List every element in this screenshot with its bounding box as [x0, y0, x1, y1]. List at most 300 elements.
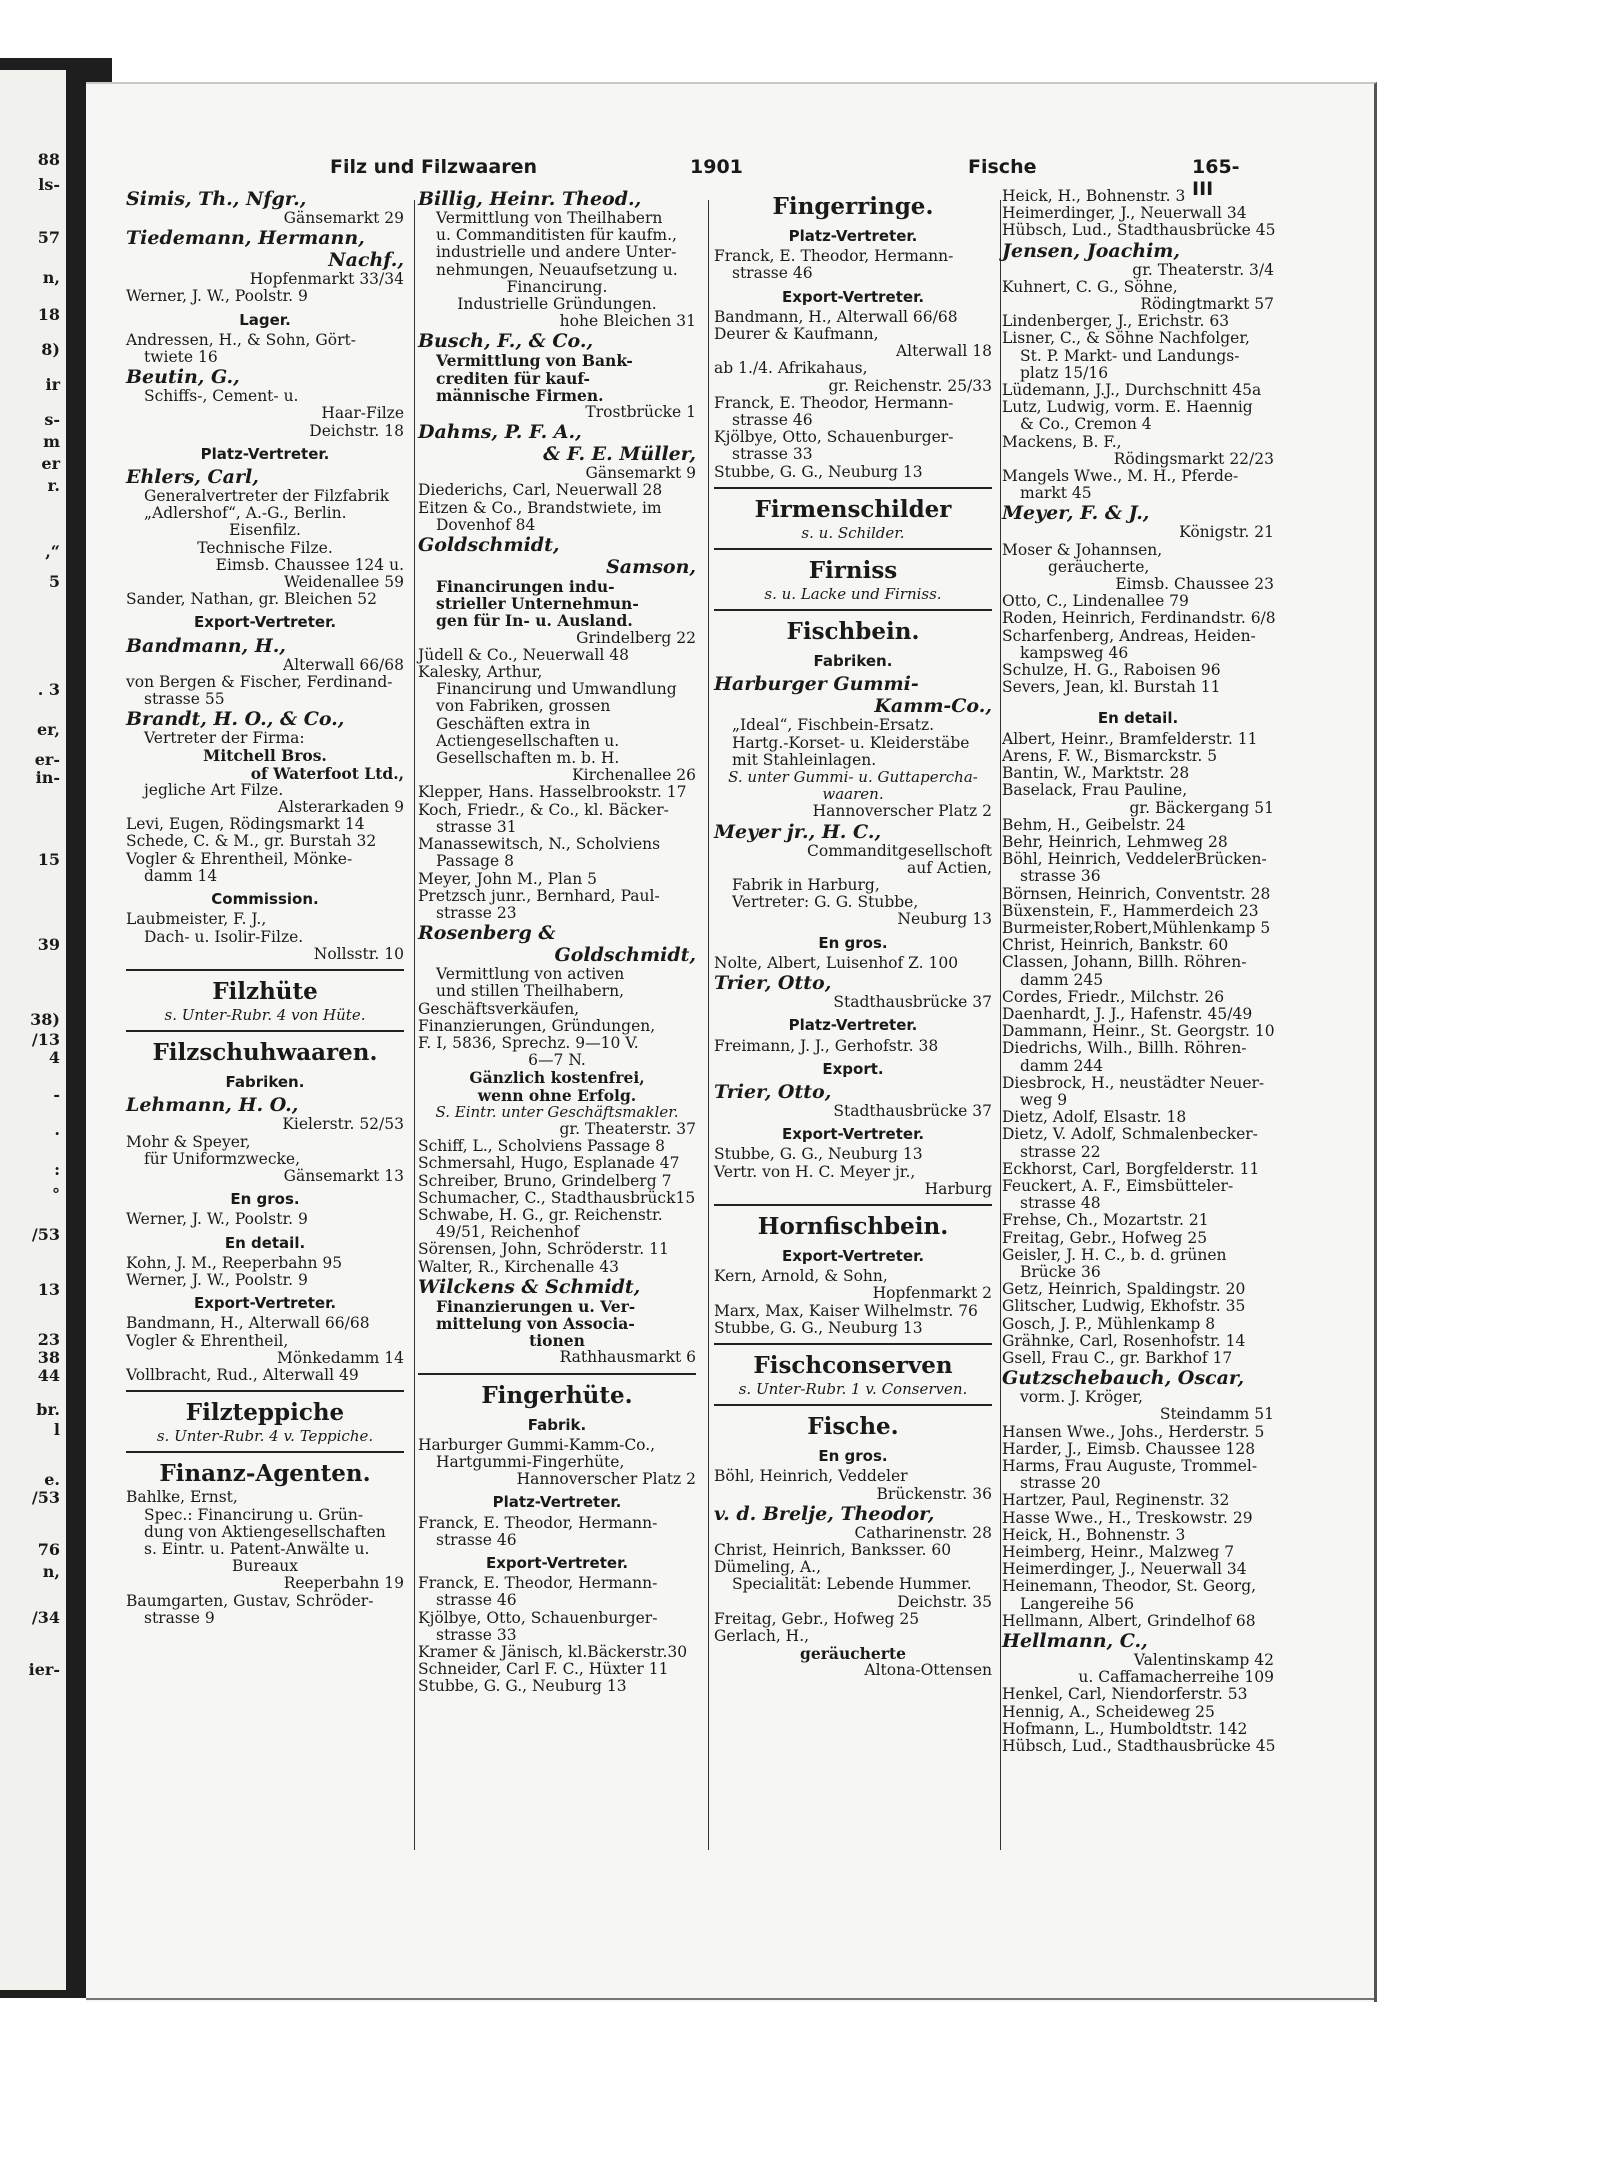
cross-reference: s. u. Lacke und Firniss.	[764, 585, 942, 604]
entry-line: Hasse Wwe., H., Treskowstr. 29	[1002, 1508, 1253, 1527]
entry-line: Hannoverscher Platz 2	[516, 1470, 696, 1489]
subsection-heading: Commission.	[211, 890, 319, 909]
entry-line: Marx, Max, Kaiser Wilhelmstr. 76	[714, 1301, 978, 1320]
entry-line: geräucherte,	[1048, 557, 1150, 576]
margin-fragment: /34	[31, 1608, 60, 1627]
margin-fragment: 38)	[30, 1010, 60, 1029]
entry-line: Vertreter: G. G. Stubbe,	[732, 893, 919, 912]
firm-name: Ehlers, Carl,	[126, 466, 259, 489]
entry-line: Glitscher, Ludwig, Ekhofstr. 35	[1002, 1297, 1246, 1316]
margin-fragment: 39	[37, 935, 60, 954]
subsection-heading: En gros.	[818, 1447, 888, 1466]
entry-line: Rödingsmarkt 22/23	[1113, 449, 1274, 468]
margin-fragment: m	[43, 432, 60, 451]
entry-line: Deichstr. 35	[897, 1592, 992, 1611]
entry-line: Böhl, Heinrich, VeddelerBrücken-	[1002, 850, 1267, 869]
cross-reference: s. Unter-Rubr. 1 v. Conserven.	[738, 1379, 968, 1398]
entry-line: Steindamm 51	[1159, 1405, 1274, 1424]
entry-line: Freitag, Gebr., Hofweg 25	[1002, 1228, 1208, 1247]
entry-line: Haar-Filze	[321, 404, 404, 423]
entry-line: Hübsch, Lud., Stadthausbrücke 45	[1002, 1737, 1276, 1756]
entry-line: Finanzierungen u. Ver-	[436, 1296, 636, 1316]
entry-line: Werner, J. W., Poolstr. 9	[126, 1270, 308, 1289]
entry-line: Werner, J. W., Poolstr. 9	[126, 1210, 308, 1229]
cross-reference: S. unter Gummi- u. Guttapercha-	[728, 768, 978, 787]
firm-name: Meyer jr., H. C.,	[714, 820, 882, 843]
entry-line: strasse 48	[1020, 1194, 1101, 1213]
firm-name: Nachf.,	[328, 249, 404, 272]
entry-line: Lutz, Ludwig, vorm. E. Haennig	[1002, 398, 1253, 417]
entry-line: Heinemann, Theodor, St. Georg,	[1002, 1577, 1257, 1596]
margin-fragment: 15	[37, 850, 60, 869]
section-title: Filzteppiche	[185, 1399, 345, 1427]
entry-line: Brückenstr. 36	[876, 1484, 992, 1503]
section-title: Fingerringe.	[772, 193, 934, 220]
section-title: Finanz-Agenten.	[159, 1460, 371, 1488]
firm-name: Bandmann, H.,	[126, 634, 286, 657]
entry-line: Dietz, V. Adolf, Schmalenbecker-	[1002, 1125, 1258, 1144]
page-number: 165-III	[1192, 156, 1240, 200]
entry-line: Behr, Heinrich, Lehmweg 28	[1002, 832, 1228, 851]
entry-line: Bandmann, H., Alterwall 66/68	[126, 1314, 370, 1333]
subsection-heading: Fabriken.	[813, 652, 893, 671]
section-rule	[714, 487, 992, 489]
entry-line: von Bergen & Fischer, Ferdinand-	[126, 672, 393, 691]
entry-line: industrielle und andere Unter-	[436, 243, 677, 262]
entry-line: damm 14	[144, 866, 218, 885]
margin-fragment: er-	[34, 750, 60, 769]
column-divider	[1000, 200, 1001, 1850]
section-rule	[714, 609, 992, 611]
margin-fragment: er	[41, 454, 60, 473]
column-2	[418, 188, 696, 1696]
cross-reference: s. u. Schilder.	[801, 523, 905, 542]
previous-page-margin	[0, 70, 66, 1990]
firm-name: Goldschmidt,	[554, 944, 696, 967]
entry-line: Geisler, J. H. C., b. d. grünen	[1002, 1245, 1227, 1264]
entry-line: Hopfenmarkt 33/34	[249, 270, 404, 289]
entry-line: Bantin, W., Marktstr. 28	[1002, 764, 1190, 783]
entry-line: Getz, Heinrich, Spaldingstr. 20	[1002, 1280, 1246, 1299]
entry-line: gr. Theaterstr. 37	[559, 1119, 696, 1138]
entry-line: Financirung.	[506, 277, 608, 296]
entry-line: Gesellschaften m. b. H.	[436, 749, 620, 768]
entry-line: Gerlach, H.,	[714, 1626, 810, 1645]
entry-line: Jüdell & Co., Neuerwall 48	[418, 645, 629, 664]
entry-line: Gosch, J. P., Mühlenkamp 8	[1002, 1314, 1216, 1333]
margin-fragment: s-	[44, 410, 60, 429]
entry-line: u. Commanditisten für kaufm.,	[436, 226, 677, 245]
section-rule	[126, 969, 404, 971]
entry-line: jegliche Art Filze.	[144, 780, 284, 799]
section-rule	[126, 1030, 404, 1032]
entry-line: Schneider, Carl F. C., Hüxter 11	[418, 1660, 669, 1679]
section-title: Firmenschilder	[754, 495, 952, 523]
entry-line: Dietz, Adolf, Elsastr. 18	[1002, 1108, 1187, 1127]
margin-fragment: ier-	[28, 1660, 60, 1679]
firm-name: Kamm-Co.,	[874, 695, 992, 718]
entry-line: wenn ohne Erfolg.	[477, 1085, 637, 1105]
cross-reference: waaren.	[822, 785, 884, 804]
margin-fragment: :	[54, 1160, 60, 1179]
entry-line: Eckhorst, Carl, Borgfelderstr. 11	[1002, 1159, 1260, 1178]
entry-line: strasse 20	[1020, 1474, 1101, 1493]
margin-fragment: e.	[44, 1470, 60, 1489]
entry-line: Franck, E. Theodor, Hermann-	[418, 1513, 658, 1532]
firm-name: Meyer, F. & J.,	[1002, 502, 1150, 525]
entry-line: Hartg.-Korset- u. Kleiderstäbe	[732, 733, 970, 752]
margin-fragment: 57	[37, 228, 60, 247]
subsection-heading: En gros.	[230, 1190, 300, 1209]
entry-line: Königstr. 21	[1179, 523, 1274, 542]
entry-line: strasse 33	[732, 445, 813, 464]
entry-line: Fabrik in Harburg,	[732, 876, 880, 895]
margin-fragment: 18	[37, 305, 60, 324]
entry-line: auf Actien,	[906, 858, 992, 877]
entry-line: gr. Reichenstr. 25/33	[828, 376, 992, 395]
margin-fragment: /53	[31, 1488, 60, 1507]
entry-line: strasse 9	[144, 1608, 215, 1627]
margin-fragment: in-	[35, 768, 60, 787]
entry-line: „Ideal“, Fischbein-Ersatz.	[732, 716, 935, 735]
entry-line: Grindelberg 22	[576, 628, 696, 647]
spacer	[1002, 696, 1274, 704]
entry-line: Lisner, C., & Söhne Nachfolger,	[1002, 329, 1250, 348]
entry-line: Reeperbahn 19	[283, 1574, 404, 1593]
entry-line: Eimsb. Chaussee 23	[1115, 575, 1274, 594]
entry-line: Generalvertreter der Filzfabrik	[144, 487, 390, 506]
entry-line: markt 45	[1020, 484, 1092, 503]
entry-line: Dümeling, A.,	[714, 1558, 822, 1577]
entry-line: Grähnke, Carl, Rosenhofstr. 14	[1002, 1331, 1246, 1350]
column-divider	[414, 200, 415, 1850]
entry-line: platz 15/16	[1020, 363, 1109, 382]
entry-line: Schwabe, H. G., gr. Reichenstr.	[418, 1205, 663, 1224]
entry-line: gr. Bäckergang 51	[1129, 798, 1274, 817]
subsection-heading: Export-Vertreter.	[781, 1125, 925, 1144]
entry-line: Franck, E. Theodor, Hermann-	[714, 247, 954, 266]
margin-fragment: r.	[47, 476, 60, 495]
entry-line: Moser & Johannsen,	[1002, 540, 1163, 559]
entry-line: Technische Filze.	[197, 538, 333, 557]
section-rule	[126, 1451, 404, 1453]
entry-line: Feuckert, A. F., Eimsbütteler-	[1002, 1176, 1234, 1195]
subsection-heading: En detail.	[1097, 709, 1179, 728]
entry-line: Schumacher, C., Stadthausbrück15	[418, 1188, 696, 1207]
entry-line: Büxenstein, F., Hammerdeich 23	[1002, 901, 1259, 920]
margin-fragment: 88	[37, 150, 60, 169]
entry-line: Albert, Heinr., Bramfelderstr. 11	[1002, 729, 1258, 748]
entry-line: strasse 33	[436, 1625, 517, 1644]
firm-name: Jensen, Joachim,	[1002, 239, 1181, 262]
entry-line: Industrielle Gründungen.	[457, 295, 657, 314]
entry-line: St. P. Markt- und Landungs-	[1020, 346, 1240, 365]
entry-line: Klepper, Hans. Hasselbrookstr. 17	[418, 783, 687, 802]
entry-line: Lüdemann, J.J., Durchschnitt 45a	[1002, 381, 1262, 400]
entry-line: Vermittlung von Theilhabern	[436, 209, 663, 227]
firm-name: Trier, Otto,	[714, 1080, 832, 1103]
margin-fragment: l	[53, 1420, 60, 1439]
entry-line: Geschäftsverkäufen,	[418, 999, 580, 1018]
section-title: Firniss	[808, 557, 898, 585]
column-4	[1002, 188, 1274, 1755]
entry-line: Mohr & Speyer,	[126, 1132, 251, 1151]
margin-fragment: 8)	[41, 340, 60, 359]
entry-line: gr. Theaterstr. 3/4	[1132, 260, 1274, 279]
margin-fragment: 44	[37, 1366, 60, 1385]
margin-fragment: 76	[37, 1540, 60, 1559]
entry-line: strasse 31	[436, 817, 517, 836]
subsection-heading: Export-Vertreter.	[193, 1294, 337, 1313]
entry-line: Franck, E. Theodor, Hermann-	[714, 393, 954, 412]
subsection-heading: Fabrik.	[527, 1415, 587, 1434]
entry-line: Alterwall 18	[895, 342, 992, 361]
firm-name: Busch, F., & Co.,	[418, 330, 594, 353]
margin-fragment: 23	[37, 1330, 60, 1349]
entry-line: Schiff, L., Scholviens Passage 8	[418, 1137, 665, 1156]
entry-line: Passage 8	[436, 852, 515, 871]
entry-line: Kjölbye, Otto, Schauenburger-	[714, 428, 954, 447]
entry-line: „Adlershof“, A.-G., Berlin.	[144, 504, 347, 523]
entry-line: 6—7 N.	[528, 1051, 586, 1070]
entry-line: Vogler & Ehrentheil,	[126, 1331, 289, 1350]
entry-line: Hübsch, Lud., Stadthausbrücke 45	[1002, 221, 1276, 240]
entry-line: Freimann, J. J., Gerhofstr. 38	[714, 1036, 939, 1055]
entry-line: Vertreter der Firma:	[144, 729, 305, 748]
margin-fragment: . 3	[37, 680, 60, 699]
entry-line: Eimsb. Chaussee 124 u.	[215, 555, 404, 574]
entry-line: Kohn, J. M., Reeperbahn 95	[126, 1253, 343, 1272]
subsection-heading: Fabriken.	[225, 1073, 305, 1092]
entry-line: Kuhnert, C. G., Söhne,	[1002, 277, 1178, 296]
entry-line: Christ, Heinrich, Bankstr. 60	[1002, 936, 1229, 955]
entry-line: Alterwall 66/68	[283, 655, 404, 674]
entry-line: Levi, Eugen, Rödingsmarkt 14	[126, 815, 365, 834]
entry-line: Heick, H., Bohnenstr. 3	[1002, 187, 1186, 205]
entry-line: Heimerdinger, J., Neuerwall 34	[1002, 204, 1247, 223]
subsection-heading: Export-Vertreter.	[193, 613, 337, 632]
entry-line: Schmersahl, Hugo, Esplanade 47	[418, 1154, 680, 1173]
firm-name: Hellmann, C.,	[1002, 1630, 1148, 1653]
entry-line: weg 9	[1020, 1090, 1068, 1109]
entry-line: Weidenallee 59	[283, 573, 404, 592]
entry-line: Werner, J. W., Poolstr. 9	[126, 287, 308, 306]
subsection-heading: Export-Vertreter.	[485, 1554, 629, 1572]
entry-line: Hartgummi-Fingerhüte,	[436, 1452, 625, 1471]
entry-line: Diederichs, Carl, Neuerwall 28	[418, 481, 663, 500]
entry-line: Eisenfilz.	[229, 521, 301, 540]
entry-line: Hartzer, Paul, Reginenstr. 32	[1002, 1491, 1230, 1510]
entry-line: Meyer, John M., Plan 5	[418, 869, 598, 888]
entry-line: Freitag, Gebr., Hofweg 25	[714, 1609, 920, 1628]
entry-line: Bandmann, H., Alterwall 66/68	[714, 307, 958, 326]
cross-reference: s. Unter-Rubr. 4 v. Teppiche.	[156, 1427, 374, 1446]
entry-line: 49/51, Reichenhof	[436, 1223, 580, 1242]
margin-fragment: er,	[36, 720, 60, 739]
entry-line: Vertr. von H. C. Meyer jr.,	[714, 1162, 916, 1181]
entry-line: Hansen Wwe., Johs., Herderstr. 5	[1002, 1422, 1265, 1441]
entry-line: Specialität: Lebende Hummer.	[732, 1575, 972, 1594]
entry-line: Kalesky, Arthur,	[418, 663, 543, 682]
entry-line: gen für In- u. Ausland.	[436, 611, 633, 631]
margin-fragment: 4	[48, 1048, 60, 1067]
entry-line: strasse 46	[732, 264, 813, 283]
entry-line: damm 244	[1020, 1056, 1104, 1075]
entry-line: Harburger Gummi-Kamm-Co.,	[418, 1435, 656, 1454]
entry-line: Schede, C. & M., gr. Burstah 32	[126, 832, 377, 851]
entry-line: kampsweg 46	[1020, 643, 1129, 662]
margin-fragment: ,“	[45, 542, 60, 561]
entry-line: Hofmann, L., Humboldtstr. 142	[1002, 1719, 1248, 1738]
entry-line: Gänzlich kostenfrei,	[469, 1068, 645, 1088]
entry-line: Frehse, Ch., Mozartstr. 21	[1002, 1211, 1209, 1230]
entry-line: Financirung und Umwandlung	[436, 680, 677, 699]
subsection-heading: Export-Vertreter.	[781, 287, 925, 306]
entry-line: Hellmann, Albert, Grindelhof 68	[1002, 1611, 1256, 1630]
entry-line: Andressen, H., & Sohn, Gört-	[126, 330, 356, 349]
entry-line: Lindenberger, J., Erichstr. 63	[1002, 312, 1230, 331]
entry-line: Rödingtmarkt 57	[1140, 295, 1274, 314]
margin-fragment: 13	[37, 1280, 60, 1299]
section-rule	[714, 1404, 992, 1406]
margin-fragment: br.	[36, 1400, 60, 1419]
subsection-heading: Lager.	[239, 310, 291, 329]
entry-line: ab 1./4. Afrikahaus,	[714, 359, 868, 378]
entry-line: twiete 16	[144, 348, 218, 367]
entry-line: Roden, Heinrich, Ferdinandstr. 6/8	[1002, 609, 1276, 628]
entry-line: männische Firmen.	[436, 385, 604, 405]
entry-line: mit Stahleinlagen.	[732, 750, 877, 769]
entry-line: Kramer & Jänisch, kl.Bäckerstr.30	[418, 1643, 688, 1662]
entry-line: Vermittlung von activen	[436, 965, 625, 984]
entry-line: Bahlke, Ernst,	[126, 1488, 238, 1507]
entry-line: Harms, Frau Auguste, Trommel-	[1002, 1457, 1258, 1476]
entry-line: strieller Unternehmun-	[436, 594, 639, 614]
section-rule	[418, 1373, 696, 1375]
subsection-heading: Platz-Vertreter.	[200, 444, 330, 463]
entry-line: Geschäften extra in	[436, 714, 591, 733]
section-rule	[714, 1343, 992, 1345]
entry-line: Heick, H., Bohnenstr. 3	[1002, 1525, 1186, 1544]
entry-line: Hopfenmarkt 2	[872, 1284, 992, 1303]
entry-line: Gänsemarkt 13	[283, 1166, 404, 1185]
entry-line: Actiengesellschaften u.	[436, 731, 620, 750]
entry-line: Henkel, Carl, Niendorferstr. 53	[1002, 1685, 1248, 1704]
entry-line: strasse 46	[436, 1591, 517, 1610]
entry-line: strasse 23	[436, 903, 517, 922]
header-left-title: Filz und Filzwaaren	[330, 156, 537, 178]
entry-line: nehmungen, Neuaufsetzung u.	[436, 260, 678, 279]
entry-line: Mackens, B. F.,	[1002, 432, 1122, 451]
section-title: Fingerhüte.	[481, 1381, 633, 1409]
entry-line: Financirungen indu-	[436, 577, 615, 597]
entry-line: Nollsstr. 10	[313, 944, 404, 963]
section-title: Filzschuhwaaren.	[152, 1039, 378, 1067]
subsection-heading: Export-Vertreter.	[781, 1246, 925, 1265]
entry-line: strasse 36	[1020, 867, 1101, 886]
entry-line: Heimberg, Heinr., Malzweg 7	[1002, 1543, 1235, 1562]
entry-line: Mangels Wwe., M. H., Pferde-	[1002, 467, 1239, 486]
entry-line: Kjölbye, Otto, Schauenburger-	[418, 1608, 658, 1627]
section-title: Filzhüte	[212, 977, 318, 1005]
subsection-heading: Platz-Vertreter.	[788, 1016, 918, 1035]
entry-line: Deichstr. 18	[309, 421, 404, 440]
entry-line: crediten für kauf-	[436, 368, 590, 388]
subsection-heading: En detail.	[224, 1233, 306, 1252]
entry-line: Walter, R., Kirchenalle 43	[418, 1257, 619, 1276]
subsection-heading: En gros.	[818, 933, 888, 952]
firm-name: Gutzschebauch, Oscar,	[1002, 1367, 1245, 1390]
entry-line: Vermittlung von Bank-	[436, 351, 633, 371]
entry-line: Sörensen, John, Schröderstr. 11	[418, 1240, 669, 1259]
entry-line: geräucherte	[800, 1644, 906, 1664]
entry-line: of Waterfoot Ltd.,	[250, 763, 404, 783]
entry-line: Baselack, Frau Pauline,	[1002, 781, 1188, 800]
entry-line: Vollbracht, Rud., Alterwall 49	[126, 1365, 359, 1384]
entry-line: Mitchell Bros.	[203, 746, 327, 766]
entry-line: Hennig, A., Scheideweg 25	[1002, 1702, 1215, 1721]
entry-line: Stubbe, G. G., Neuburg 13	[714, 1145, 923, 1164]
entry-line: Alsterarkaden 9	[277, 798, 404, 817]
entry-line: & Co., Cremon 4	[1020, 415, 1152, 434]
entry-line: Scharfenberg, Andreas, Heiden-	[1002, 626, 1256, 645]
firm-name: Wilckens & Schmidt,	[418, 1275, 641, 1298]
entry-line: s. Eintr. u. Patent-Anwälte u.	[144, 1539, 370, 1558]
entry-line: u. Caffamacherreihe 109	[1078, 1668, 1274, 1687]
section-rule	[126, 1390, 404, 1392]
entry-line: Vogler & Ehrentheil, Mönke-	[126, 849, 353, 868]
entry-line: Nolte, Albert, Luisenhof Z. 100	[714, 953, 959, 972]
firm-name: Simis, Th., Nfgr.,	[126, 188, 307, 210]
entry-line: Christ, Heinrich, Banksser. 60	[714, 1540, 952, 1559]
entry-line: Deurer & Kaufmann,	[714, 325, 879, 344]
margin-fragment: /53	[31, 1225, 60, 1244]
firm-name: Trier, Otto,	[714, 972, 832, 995]
margin-fragment: /13	[31, 1030, 60, 1049]
entry-line: und stillen Theilhabern,	[436, 982, 624, 1001]
entry-line: hohe Bleichen 31	[559, 312, 696, 331]
entry-line: Schiffs-, Cement- u.	[144, 387, 299, 406]
section-title: Hornfischbein.	[757, 1212, 949, 1240]
subsection-heading: Export.	[822, 1059, 884, 1078]
entry-line: Diedrichs, Wilh., Billh. Röhren-	[1002, 1039, 1247, 1058]
entry-line: Pretzsch junr., Bernhard, Paul-	[418, 886, 660, 905]
margin-fragment: n,	[42, 1562, 60, 1581]
entry-line: tionen	[529, 1331, 585, 1351]
entry-line: Valentinskamp 42	[1133, 1651, 1274, 1670]
section-title: Fischconserven	[753, 1351, 953, 1379]
entry-line: Schulze, H. G., Raboisen 96	[1002, 661, 1221, 680]
entry-line: Behm, H., Geibelstr. 24	[1002, 815, 1186, 834]
entry-line: von Fabriken, grossen	[436, 697, 611, 716]
entry-line: Kielerstr. 52/53	[282, 1115, 404, 1134]
entry-line: strasse 22	[1020, 1142, 1101, 1161]
entry-line: Burmeister,Robert,Mühlenkamp 5	[1002, 918, 1271, 937]
section-title: Fischbein.	[786, 618, 920, 646]
margin-fragment: n,	[42, 268, 60, 287]
entry-line: Mönkedamm 14	[277, 1348, 404, 1367]
entry-line: vorm. J. Kröger,	[1020, 1388, 1143, 1407]
entry-line: Diesbrock, H., neustädter Neuer-	[1002, 1073, 1265, 1092]
entry-line: mittelung von Associa-	[436, 1313, 635, 1333]
entry-line: Koch, Friedr., & Co., kl. Bäcker-	[418, 800, 669, 819]
entry-line: Cordes, Friedr., Milchstr. 26	[1002, 987, 1225, 1006]
entry-line: Stubbe, G. G., Neuburg 13	[714, 1318, 923, 1337]
entry-line: Neuburg 13	[897, 910, 992, 929]
column-3	[714, 188, 992, 1680]
entry-line: Sander, Nathan, gr. Bleichen 52	[126, 590, 378, 609]
firm-name: v. d. Brelje, Theodor,	[714, 1502, 935, 1525]
